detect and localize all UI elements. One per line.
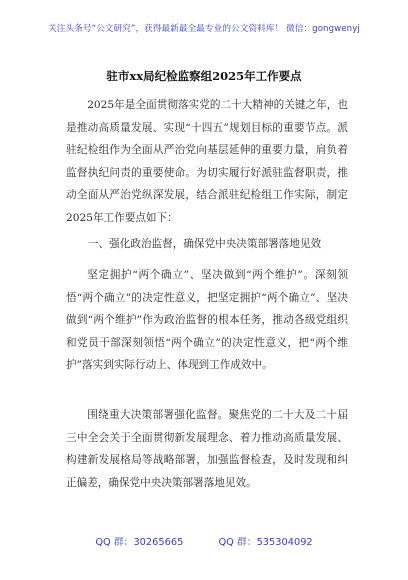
header-banner: 关注头条号“公文研究”，获得最新最全最专业的公文资料库！ 微信：gongwenyj [48, 24, 360, 34]
footer-qq-group-2: QQ 群：535304092 [218, 537, 313, 548]
footer-contacts [0, 534, 408, 548]
document-title: 驻市xx局纪检监察组2025年工作要点 [106, 69, 302, 83]
paragraph-political-supervision: 坚定拥护“两个确立”、坚决做到“两个维护”。深刻领悟“两个确立”的决定性意义，把坚定拥护“两个确立”、坚决做到“两个维护”作为政治监督的根本任务，推动各级党组织和党员干部深刻领悟“两个确立”的决定性意义，把“两个维护”落实到实际行动上、体现到工作成效中。 [66, 269, 348, 372]
footer-qq-group-1: QQ 群：30265665 [95, 537, 184, 548]
paragraph-major-decisions: 围绕重大决策部署强化监督。聚焦党的二十大及二十届三中全会关于全面贯彻新发展理念、着力推动高质量发展、构建新发展格局等战略部署，加强监督检查，及时发现和纠正偏差，确保党中央决策部署落地见效。 [66, 409, 348, 489]
paragraph-intro: 2025年是全面贯彻落实党的二十大精神的关键之年，也是推动高质量发展、实现“十四五”规划目标的重要节点。派驻纪检组作为全面从严治党向基层延伸的重要力量，肩负着监督执纪问责的重要使命。为切实履行好派驻监督职责，推动全面从严治党纵深发展，结合派驻纪检组工作实际，制定2025年工作要点如下： [66, 99, 348, 224]
section-heading-1: 一、强化政治监督，确保党中央决策部署落地见效 [88, 238, 322, 250]
